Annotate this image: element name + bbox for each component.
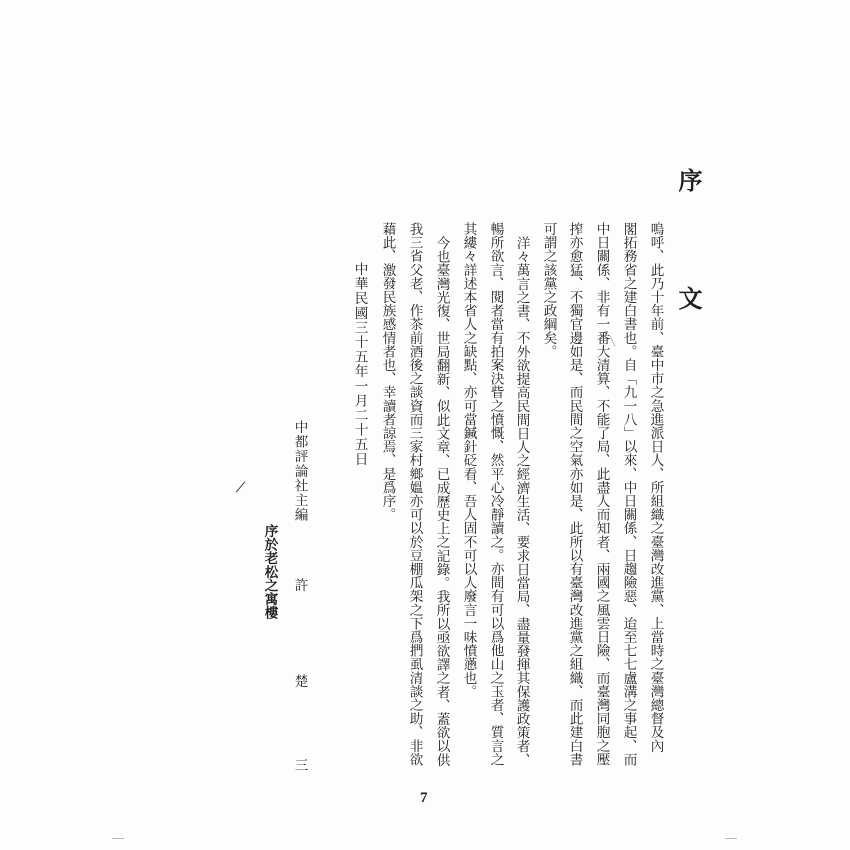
signature-place: 序於老松之寓樓 <box>261 524 278 620</box>
signature-name-char: 楚 <box>291 674 308 688</box>
scan-speck <box>610 335 616 346</box>
body-column: 嗚呼、此乃十年前、臺中市之急進派日人、所組織之臺灣改進黨、上當時之臺灣總督及內 <box>647 222 664 753</box>
scan-edge-mark <box>112 838 124 839</box>
body-column: 中日關係、非有一番大清算、不能了局、此盡人而知者、兩國之風雲日險、而臺灣同胞之壓 <box>593 222 610 766</box>
body-column: 可謂之該黨之政綱矣。 <box>540 222 557 358</box>
body-column: 暢所欲言、閱者當有拍案決眥之憤慨、然平心冷靜讀之。亦間有可以爲他山之玉者、質言之 <box>487 222 504 766</box>
title-char-2: 文 <box>674 286 703 310</box>
body-column: 今也臺灣光復、世局翻新、似此文章、已成歷史上之記錄。我所以亟欲譯之者、蓋欲以供 <box>433 236 450 767</box>
body-column: 我三省父老、作茶前酒後之談資而三家村鄉媼亦可以於豆棚瓜架之下爲捫虱清談之助、非欲 <box>406 222 423 766</box>
date-line: 中華民國三十五年一月二十五日 <box>351 262 368 467</box>
body-column: 搾亦愈猛、不獨官邊如是、而民間之空氣亦如是、此所以有臺灣改進黨之組織、而此建白書 <box>566 222 583 766</box>
body-column: 洋々萬言之書、不外欲提高民間日人之經濟生活、要求日當局、盡量發揮其保護政策者、 <box>513 236 530 767</box>
body-column: 藉此、激發民族感情者也、幸讀者諒焉、是爲序。 <box>379 222 396 522</box>
signature-affiliation: 中都評論社主編 <box>291 420 308 523</box>
body-column: 其縷々詳述本省人之缺點、亦可當鍼針砭看、吾人固不可以人廢言一味憤懣也。 <box>460 222 477 698</box>
signature-name-char: 許 <box>291 578 308 592</box>
body-column: 閣拓務省之建白書也。自「九一八」以來、中日關係、日趨險惡、迨至七七盧溝之事起、而 <box>620 222 637 766</box>
scan-edge-mark <box>725 838 737 839</box>
page-number: 7 <box>420 790 428 806</box>
signature-name-char: 三 <box>291 758 308 772</box>
scan-speck <box>236 481 246 492</box>
title-char-1: 序 <box>674 168 703 192</box>
